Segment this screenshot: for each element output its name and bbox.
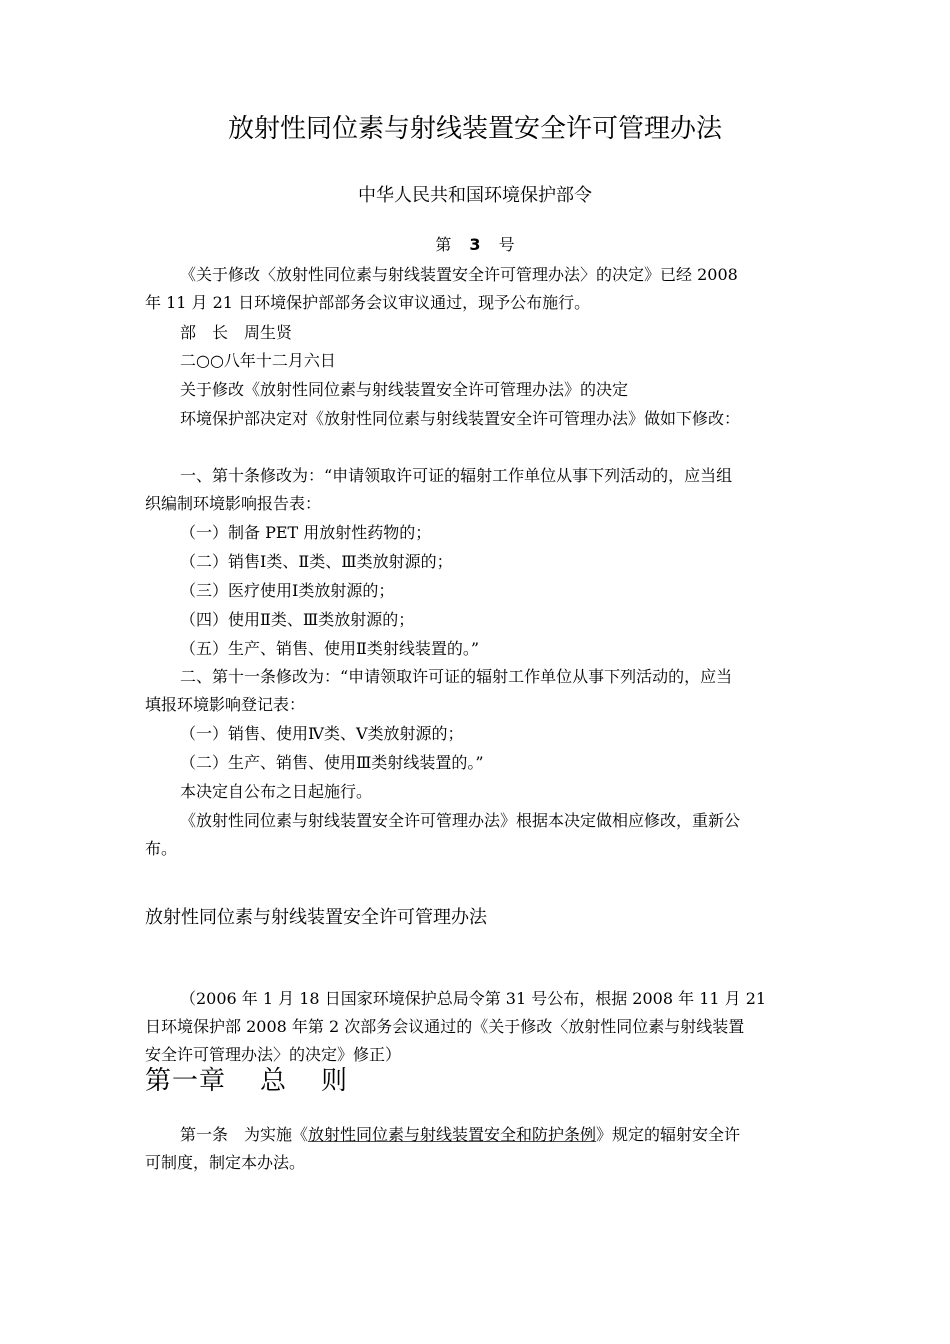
order-number-suffix: 号 [498, 235, 515, 254]
article10-item: （五）生产、销售、使用Ⅱ类射线装置的。” [180, 639, 480, 658]
note-line-1: （2006 年 1 月 18 日国家环境保护总局令第 31 号公布，根据 2008 年 11 月 21 [180, 989, 767, 1008]
effective-line: 本决定自公布之日起施行。 [180, 782, 373, 801]
article1-label: 第一条 为实施《 [180, 1125, 309, 1144]
article11-item: （一）销售、使用Ⅳ类、Ⅴ类放射源的； [180, 724, 464, 743]
note-line-2: 日环境保护部 2008 年第 2 次部务会议通过的《关于修改〈放射性同位素与射线装置 [145, 1017, 745, 1036]
revise-line-1: 《放射性同位素与射线装置安全许可管理办法》根据本决定做相应修改，重新公 [180, 811, 741, 830]
article10-line-1: 一、第十条修改为：“申请领取许可证的辐射工作单位从事下列活动的，应当组 [180, 466, 733, 485]
chapter-heading [145, 1064, 805, 1104]
article10-item: （二）销售Ⅰ类、Ⅱ类、Ⅲ类放射源的； [180, 552, 453, 571]
article11-item: （二）生产、销售、使用Ⅲ类射线装置的。” [180, 753, 484, 772]
decision-intro: 环境保护部决定对《放射性同位素与射线装置安全许可管理办法》做如下修改： [180, 409, 741, 428]
article11-line-2: 填报环境影响登记表： [145, 695, 306, 714]
article10-item: （一）制备 PET 用放射性药物的； [180, 523, 432, 542]
chapter-title-part2: 则 [321, 1066, 349, 1096]
page-title: 放射性同位素与射线装置安全许可管理办法 [227, 114, 722, 144]
decision-title: 关于修改《放射性同位素与射线装置安全许可管理办法》的决定 [180, 380, 629, 399]
note-line-3: 安全许可管理办法〉的决定》修正） [145, 1045, 402, 1064]
article1-line-2: 可制度，制定本办法。 [145, 1153, 306, 1172]
article1-line-1 [180, 1124, 805, 1146]
chapter-title-part1: 总 [260, 1066, 288, 1096]
order-number-prefix: 第 [435, 235, 452, 254]
date-line: 二○○八年十二月六日 [180, 351, 336, 370]
intro-line-2: 年 11 月 21 日环境保护部部务会议审议通过，现予公布施行。 [145, 293, 591, 312]
minister-line: 部 长 周生贤 [180, 323, 293, 342]
article11-line-1: 二、第十一条修改为：“申请领取许可证的辐射工作单位从事下列活动的，应当 [180, 667, 733, 686]
article10-item: （四）使用Ⅱ类、Ⅲ类放射源的； [180, 610, 415, 629]
intro-line-1: 《关于修改〈放射性同位素与射线装置安全许可管理办法〉的决定》已经 2008 [180, 265, 738, 284]
chapter-number: 第一章 [145, 1066, 227, 1096]
article10-line-2: 织编制环境影响报告表： [145, 494, 322, 513]
order-number [0, 234, 950, 256]
article1-rest: 》规定的辐射安全许 [596, 1125, 741, 1144]
article10-item: （三）医疗使用Ⅰ类放射源的； [180, 581, 395, 600]
revise-line-2: 布。 [145, 839, 178, 858]
body-title: 放射性同位素与射线装置安全许可管理办法 [145, 907, 487, 928]
issuer-line: 中华人民共和国环境保护部令 [358, 185, 592, 206]
order-number-value: 3 [469, 235, 481, 254]
regulation-link[interactable]: 放射性同位素与射线装置安全和防护条例 [308, 1125, 597, 1144]
